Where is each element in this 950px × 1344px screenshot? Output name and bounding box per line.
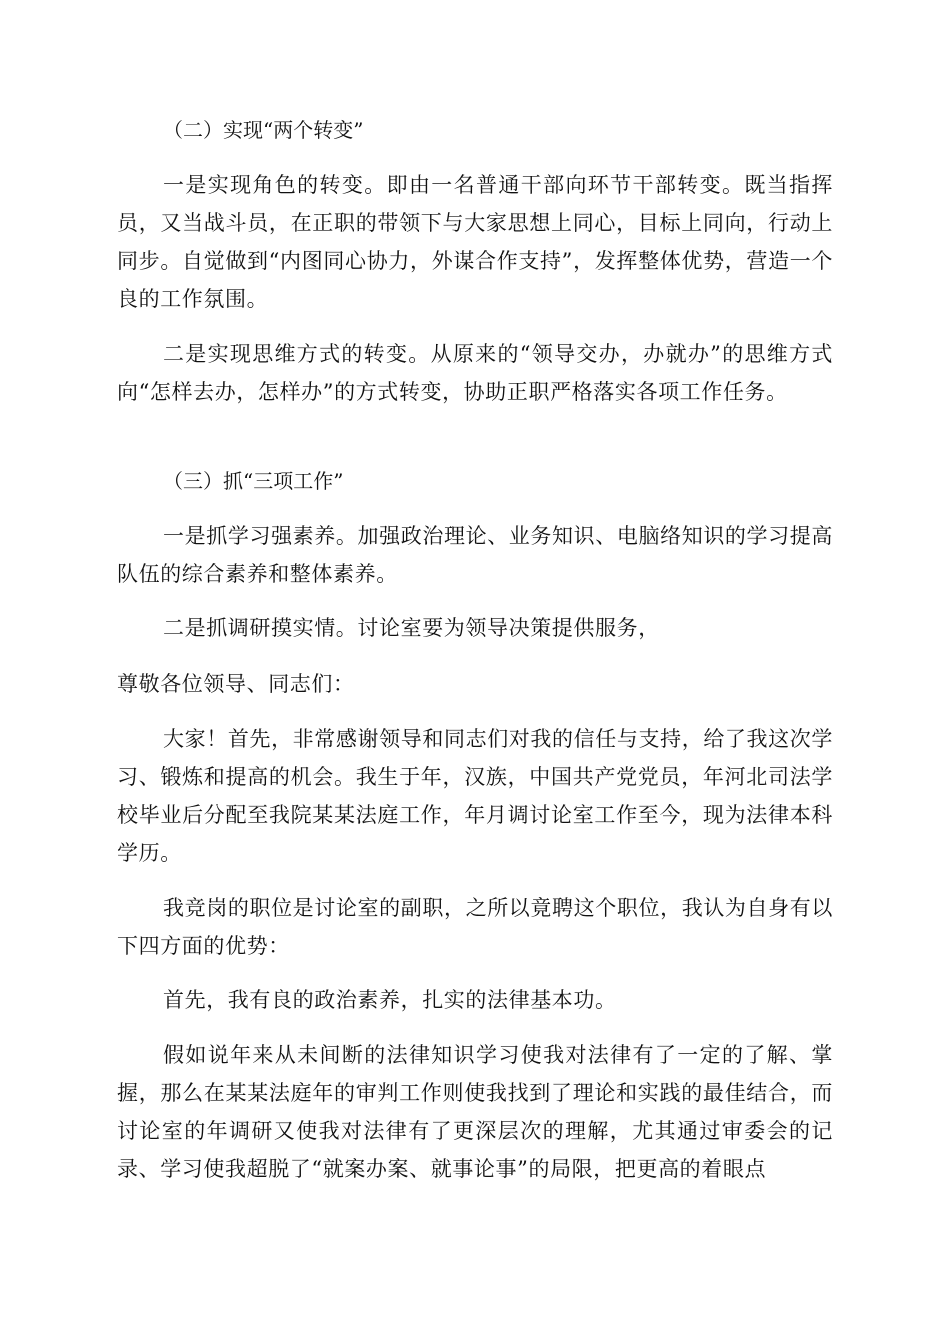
salutation: 尊敬各位领导、同志们： (117, 672, 355, 696)
paragraph-law-knowledge: 假如说年来从未间断的法律知识学习使我对法律有了一定的了解、掌握，那么在某某法庭年的审判工作则使我找到了理论和实践的最佳结合，而讨论室的年调研又使我对法律有了更深层次的理解，尤其通过审委会的记录、学习使我超脱了“就案办案、就事论事”的局限，把更高的着眼点 (117, 1043, 833, 1181)
paragraph-thanks: 大家！首先，非常感谢领导和同志们对我的信任与支持，给了我这次学习、锻炼和提高的机会。我生于年，汉族，中国共产党党员，年河北司法学校毕业后分配至我院某某法庭工作，年月调讨论室工作至今，现为法律本科学历。 (117, 727, 833, 865)
section-heading-three-tasks: （三）抓“三项工作” (163, 469, 344, 493)
paragraph-position: 我竞岗的职位是讨论室的副职，之所以竟聘这个职位，我认为自身有以下四方面的优势： (117, 896, 833, 958)
paragraph-study: 一是抓学习强素养。加强政治理论、业务知识、电脑络知识的学习提高队伍的综合素养和整体素养。 (117, 524, 833, 586)
paragraph-first-advantage: 首先，我有良的政治素养，扎实的法律基本功。 (163, 988, 617, 1012)
section-heading-two-changes: （二）实现“两个转变” (163, 118, 364, 142)
paragraph-thinking-change: 二是实现思维方式的转变。从原来的“领导交办，办就办”的思维方式向“怎样去办，怎样办”的方式转变，协助正职严格落实各项工作任务。 (117, 342, 833, 404)
paragraph-research: 二是抓调研摸实情。讨论室要为领导决策提供服务， (163, 616, 660, 640)
paragraph-role-change: 一是实现角色的转变。即由一名普通干部向环节干部转变。既当指挥员，又当战斗员，在正职的带领下与大家思想上同心，目标上同向，行动上同步。自觉做到“内图同心协力，外谋合作支持”，发挥整体优势，营造一个良的工作氛围。 (117, 173, 833, 311)
